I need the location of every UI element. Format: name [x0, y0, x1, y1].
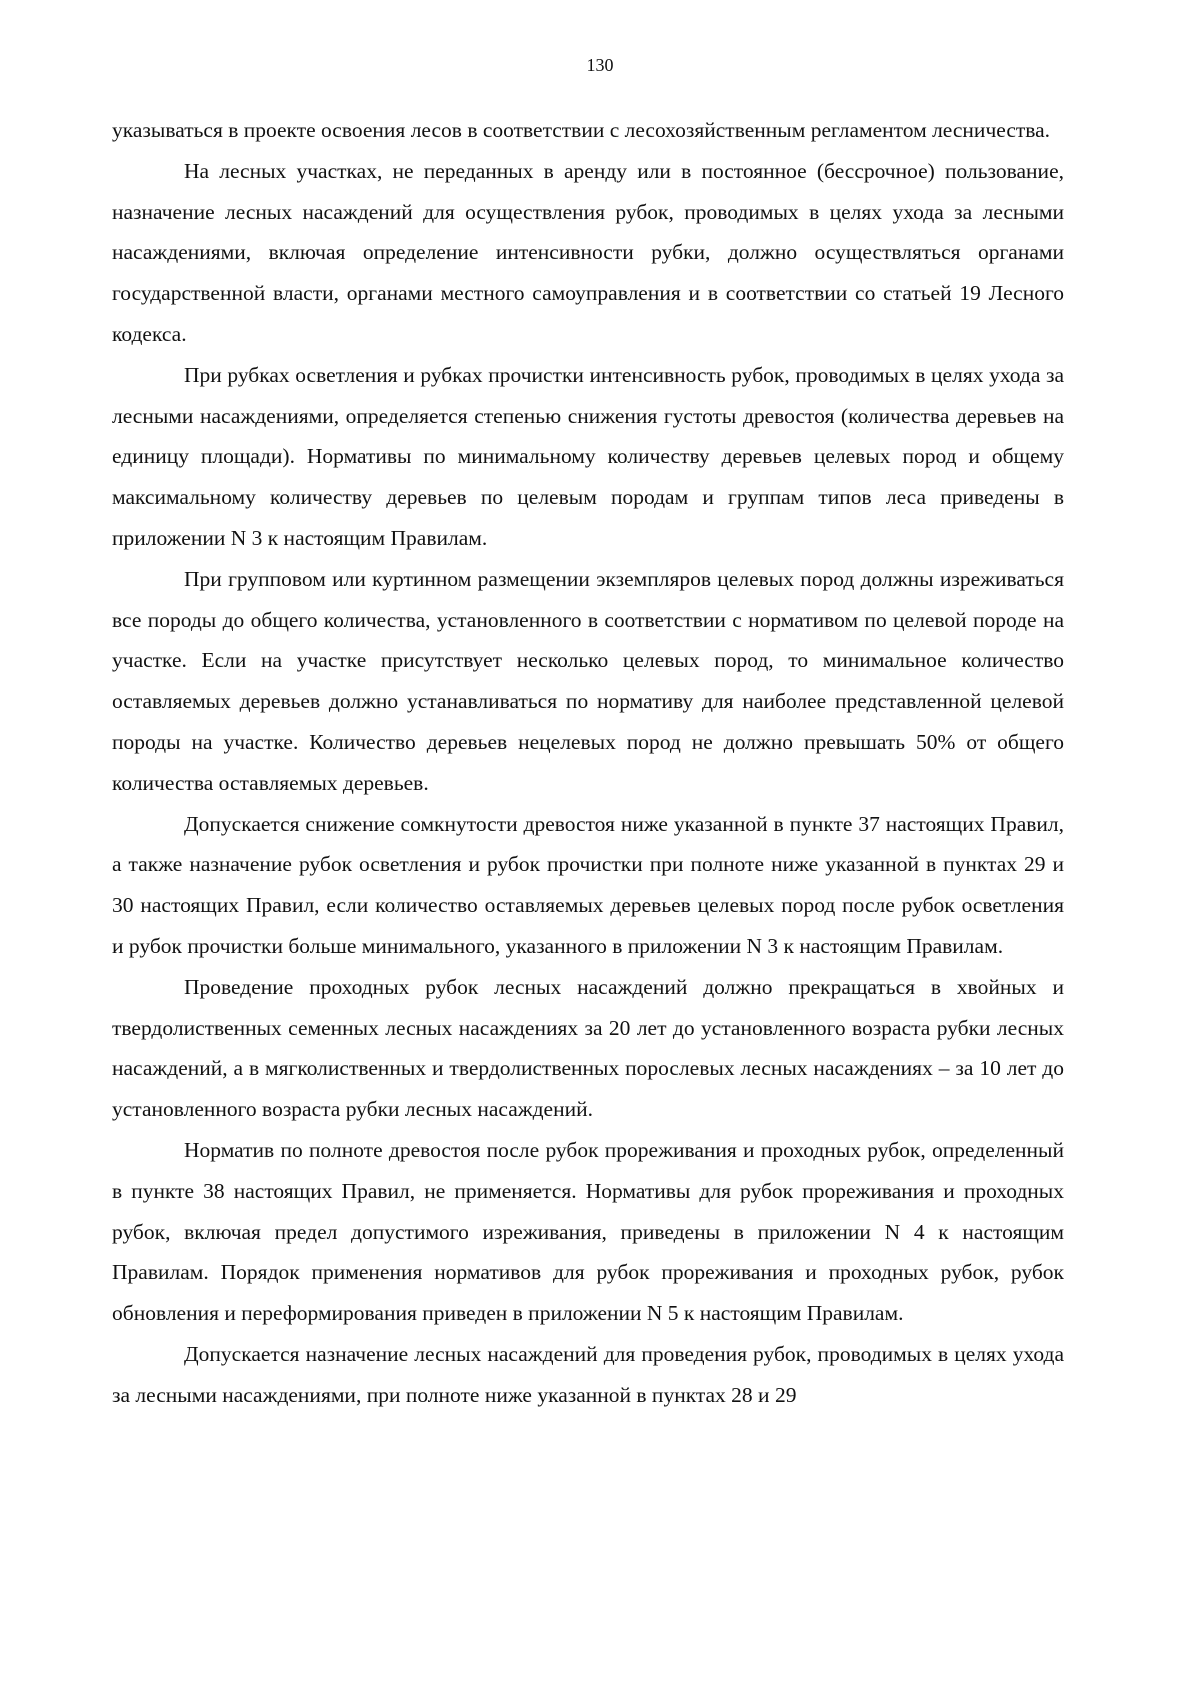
paragraph: При рубках осветления и рубках прочистки интенсивность рубок, проводимых в целях ухода за лесными насаждениями, определяется степенью снижения густоты древостоя (количества деревьев на единицу площади). Нормативы по минимальному количеству деревьев целевых пород и общему максимальному количеству деревьев по целевым породам и группам типов леса приведены в приложении N 3 к настоящим Правилам.	[112, 362, 1064, 550]
page-number: 130	[586, 55, 614, 75]
paragraph: Допускается снижение сомкнутости древостоя ниже указанной в пункте 37 настоящих Правил, а также назначение рубок осветления и рубок прочистки при полноте ниже указанной в пунктах 29 и 30 настоящих Правил, если количество оставляемых деревьев целевых пород после рубок осветления и рубок прочистки больше минимального, указанного в приложении N 3 к настоящим Правилам.	[112, 811, 1064, 958]
paragraph: На лесных участках, не переданных в аренду или в постоянное (бессрочное) пользование, назначение лесных насаждений для осуществления рубок, проводимых в целях ухода за лесными насаждениями, включая определение интенсивности рубки, должно осуществляться органами государственной власти, органами местного самоуправления и в соответствии со статьей 19 Лесного кодекса.	[112, 158, 1064, 346]
paragraph: При групповом или куртинном размещении экземпляров целевых пород должны изреживаться все породы до общего количества, установленного в соответствии с нормативом по целевой породе на участке. Если на участке присутствует несколько целевых пород, то минимальное количество оставляемых деревьев должно устанавливаться по нормативу для наиболее представленной целевой породы на участке. Количество деревьев нецелевых пород не должно превышать 50% от общего количества оставляемых деревьев.	[112, 566, 1064, 795]
paragraph: Норматив по полноте древостоя после рубок прореживания и проходных рубок, определенный в пункте 38 настоящих Правил, не применяется. Нормативы для рубок прореживания и проходных рубок, включая предел допустимого изреживания, приведены в приложении N 4 к настоящим Правилам. Порядок применения нормативов для рубок прореживания и проходных рубок, рубок обновления и переформирования приведен в приложении N 5 к настоящим Правилам.	[112, 1137, 1064, 1326]
paragraph: Проведение проходных рубок лесных насаждений должно прекращаться в хвойных и твердолиственных семенных лесных насаждениях за 20 лет до установленного возраста рубки лесных насаждений, а в мягколиственных и твердолиственных порослевых лесных насаждениях – за 10 лет до установленного возраста рубки лесных насаждений.	[112, 974, 1064, 1122]
page-body	[112, 110, 1064, 1416]
paragraph-continuation: указываться в проекте освоения лесов в соответствии с лесохозяйственным регламентом лесничества.	[112, 118, 1051, 142]
paragraph: Допускается назначение лесных насаждений для проведения рубок, проводимых в целях ухода за лесными насаждениями, при полноте ниже указанной в пунктах 28 и 29	[112, 1341, 1064, 1407]
